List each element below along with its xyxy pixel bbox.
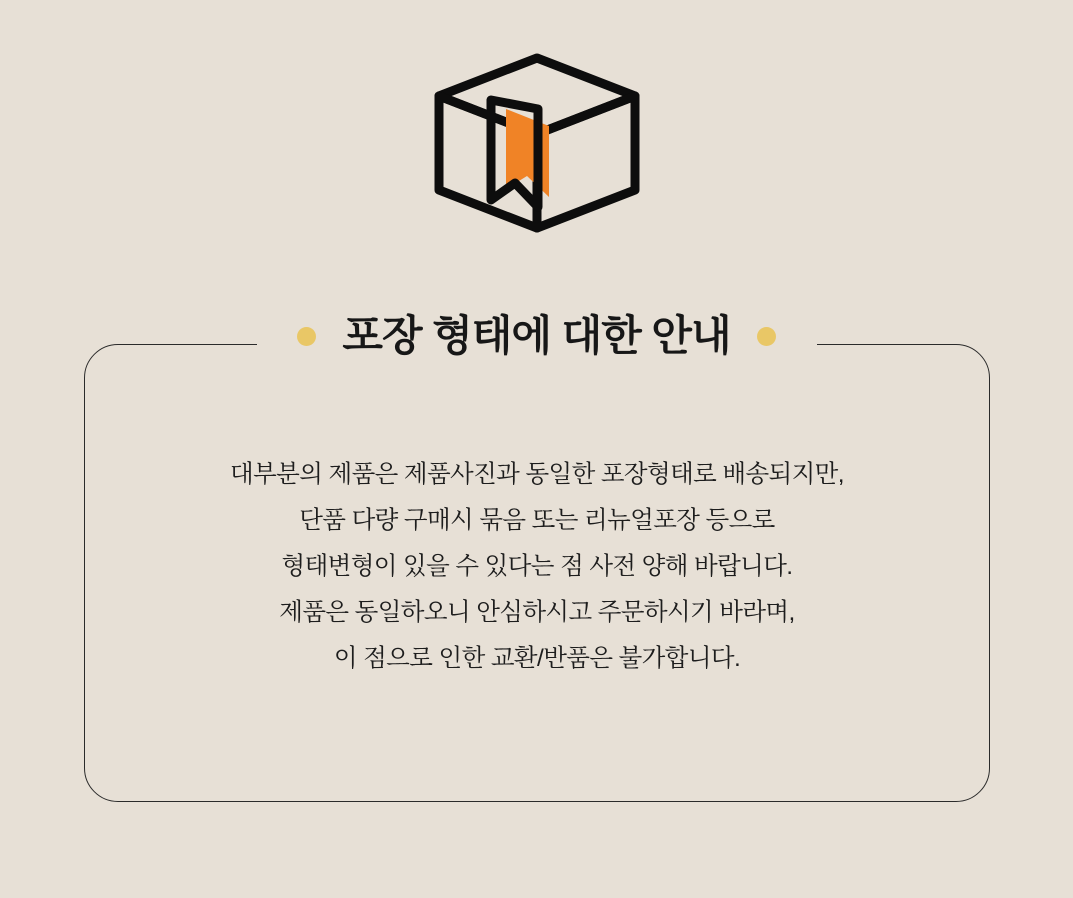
left-dot-icon (297, 327, 316, 346)
notice-line-3: 형태변형이 있을 수 있다는 점 사전 양해 바랍니다. (281, 553, 793, 580)
notice-line-2: 단품 다량 구매시 묶음 또는 리뉴얼포장 등으로 (299, 507, 775, 534)
page-title: 포장 형태에 대한 안내 (338, 315, 734, 357)
notice-title-row (0, 300, 1073, 372)
notice-line-1: 대부분의 제품은 제품사진과 동일한 포장형태로 배송되지만, (230, 461, 844, 488)
notice-line-5: 이 점으로 인한 교환/반품은 불가합니다. (333, 645, 741, 672)
package-box-icon (0, 52, 1073, 234)
right-dot-icon (757, 327, 776, 346)
notice-line-4: 제품은 동일하오니 안심하시고 주문하시기 바라며, (279, 599, 795, 626)
notice-body (84, 452, 990, 682)
